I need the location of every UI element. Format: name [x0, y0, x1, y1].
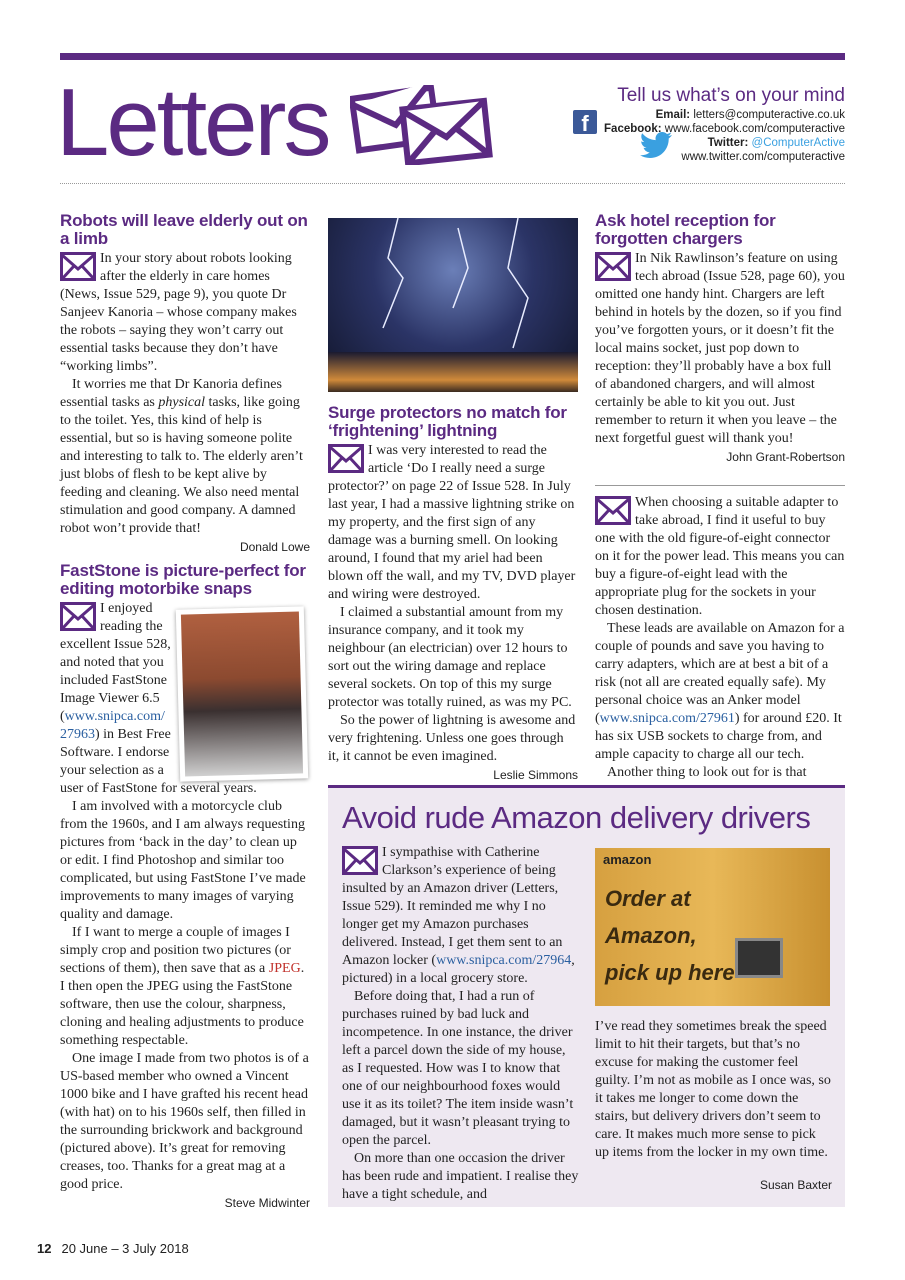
text-run: JPEG	[268, 961, 301, 976]
contact-info	[604, 84, 845, 164]
facebook-link[interactable]: www.facebook.com/computeractive	[664, 123, 845, 135]
contact-tagline: Tell us what’s on your mind	[617, 85, 845, 106]
page-title: Letters	[56, 69, 329, 176]
top-rule	[60, 53, 845, 60]
letter-divider	[595, 485, 845, 486]
text-run: Before doing that, I had a run of purchases ruined by bad luck and incompetence. In one instance, the driver left a parcel down the side of my house, as I requested. How was I to know that one of our neighbourhood foxes would use it as its toilet? The item inside wasn’t damaged, but it wasn’t pleasant trying to open the parcel.	[342, 989, 574, 1148]
text-run: physical	[158, 395, 206, 410]
signature: Susan Baxter	[759, 1178, 832, 1192]
paragraph	[595, 250, 845, 448]
paragraph	[328, 712, 578, 766]
letter-heading: Surge protectors no match for ‘frightening’ lightning	[328, 403, 567, 440]
letter-hotel	[595, 212, 845, 466]
envelope-icon	[595, 496, 631, 525]
paragraph	[342, 1150, 580, 1204]
paragraph	[342, 844, 580, 988]
twitter-label: Twitter:	[707, 137, 749, 149]
signature: Leslie Simmons	[493, 768, 578, 782]
issue-date: 20 June – 3 July 2018	[61, 1241, 189, 1256]
envelope-icon	[328, 444, 364, 473]
text-run: Another thing to look out for is that	[607, 765, 807, 780]
text-run: I sympathise with Catherine Clarkson’s experience of being insulted by an Amazon driver (Letters, Issue 529). It reminded me why I no longer get my Amazon purchases delivered. Instead, I get them sent to an Amazon locker (	[342, 845, 563, 968]
paragraph	[328, 604, 578, 712]
text-run: I’ve read they sometimes break the speed limit to hit their targets, but that’s no excuse for making the customer feel guilty. I’m not as mobile as I once was, so it takes me longer to come down the stairs, but delivery drivers don’t seem to care. It makes much more sense to pick up items from the locker in my own time.	[595, 1019, 831, 1160]
feature-heading: Avoid rude Amazon delivery drivers	[342, 800, 811, 835]
lightning-photo	[328, 218, 578, 392]
text-run: ) for around £20. It has six USB sockets to charge from, and ample capacity to charge all our tech.	[595, 711, 842, 762]
text-run: I was very interested to read the article ‘Do I really need a surge protector?’ on page 22 of Issue 528. In July last year, I had a massive lightning strike on my property, and the first sign of any damage was a burning smell. On looking around, I found that my ariel had been blown off the wall, and my TV, DVD player and wiring were destroyed.	[328, 443, 576, 602]
paragraph	[60, 798, 310, 924]
signature: Steve Midwinter	[224, 1196, 310, 1210]
text-run: . I then open the JPEG using the FastStone software, then use the colour, sharpness, cloning and healing adjustments to produce something respectable.	[60, 961, 305, 1048]
amazon-logo: amazon	[603, 852, 652, 867]
page-footer	[37, 1241, 189, 1256]
paragraph	[342, 988, 580, 1150]
link[interactable]: www.snipca.com/27964	[436, 953, 572, 968]
feature-right-column	[595, 1018, 833, 1162]
signature: John Grant-Robertson	[726, 450, 845, 464]
amazon-locker-photo	[595, 848, 830, 1006]
text-run: These leads are available on Amazon for a couple of pounds and save you having to carry adapters, which are at best a bit of a risk (not all are created equally safe). My personal choice was an Anker model (	[595, 621, 845, 726]
link[interactable]: www.snipca.com/27961	[599, 711, 735, 726]
paragraph	[595, 620, 845, 764]
paragraph	[60, 250, 310, 376]
link[interactable]: www.snipca.com/ 27963	[60, 709, 165, 742]
paragraph	[60, 376, 310, 538]
header-divider	[60, 183, 845, 184]
letter-heading: Robots will leave elderly out on a limb	[60, 211, 308, 248]
text-run: One image I made from two photos is of a US-based member who owned a Vincent 1000 bike and I have grafted his recent head (with hat) on to his 1960s self, then filled in the surrounding brickwork and background (pictured above). It’s great for removing creases, too. Thanks for a great mag at a good price.	[60, 1051, 309, 1192]
text-run: ) in Best Free Software. I endorse your selection as a user of FastStone for several years.	[60, 727, 257, 796]
twitter-link[interactable]: www.twitter.com/computeractive	[681, 151, 845, 163]
paragraph	[595, 1018, 833, 1162]
letter-robots	[60, 212, 310, 556]
text-run: I claimed a substantial amount from my insurance company, and it took my neighbour (an electrician) over 12 hours to sort out the wiring damage and replace several sockets. On top of this my surge protector was totally ruined, as was my PC.	[328, 605, 572, 710]
text-run: On more than one occasion the driver has been rude and impatient. I realise they have a tight schedule, and	[342, 1151, 579, 1202]
signature: Donald Lowe	[239, 540, 310, 554]
envelopes-icon	[350, 85, 495, 165]
text-run: It worries me that Dr Kanoria defines essential tasks as	[60, 377, 282, 410]
letter-faststone	[60, 562, 310, 1212]
twitter-handle[interactable]: @ComputerActive	[751, 137, 845, 149]
text-run: In your story about robots looking after the elderly in care homes (News, Issue 529, page 9), you quote Dr Sanjeev Kanoria – whose company makes the robots – saying they won’t carry out essential tasks because they don’t have “working limbs”.	[60, 251, 297, 374]
email-link[interactable]: letters@computeractive.co.uk	[693, 109, 845, 121]
paragraph	[60, 924, 310, 1050]
letter-heading: FastStone is picture-perfect for editing motorbike snaps	[60, 561, 306, 598]
text-run: When choosing a suitable adapter to take abroad, I find it useful to buy one with the old figure-of-eight connector on it for the power lead. This means you can buy a figure-of-eight lead with the appropriate plug for the sockets in your chosen destination.	[595, 495, 845, 618]
text-run: , pictured) in a local grocery store.	[342, 953, 575, 986]
facebook-icon[interactable]: f	[573, 110, 597, 134]
text-run: In Nik Rawlinson’s feature on using tech abroad (Issue 528, page 60), you omitted one handy hint. Chargers are left behind in hotels by the dozen, so if you find you’ve forgotten yours, or it doesn’t fit the local mains socket, just pop down to reception: they’ll probably have a box full of abandoned chargers, and will almost certainly be able to kit you out. Just remember to return it when you leave – the next forgetful guest will thank you!	[595, 251, 845, 446]
envelope-icon	[60, 602, 96, 631]
facebook-label: Facebook:	[604, 123, 662, 135]
letter-adapter	[595, 494, 845, 782]
letter-heading: Ask hotel reception for forgotten chargers	[595, 211, 776, 248]
email-label: Email:	[655, 109, 691, 121]
text-run: I enjoyed reading the excellent Issue 528, and noted that you included FastStone Image Viewer 6.5 (	[60, 601, 171, 724]
text-run: tasks, like going to the toilet. Yes, this kind of help is essential, but so is having someone polite and interesting to talk to. The elderly aren’t just blobs of flesh to be kept alive by feeding and cleaning. We also need mental stimulation and good company. A damned robot won’t provide that!	[60, 395, 303, 536]
paragraph	[328, 442, 578, 604]
paragraph	[595, 764, 845, 782]
page-number: 12	[37, 1241, 52, 1256]
paragraph	[60, 1050, 310, 1194]
text-run: So the power of lightning is awesome and very frightening. Unless one goes through it, it cannot be even imagined.	[328, 713, 576, 764]
letter-surge	[328, 404, 578, 784]
locker-screen	[735, 938, 783, 978]
envelope-icon	[342, 846, 378, 875]
locker-slogan: Order at Amazon, pick up here	[605, 886, 735, 985]
text-run: If I want to merge a couple of images I simply crop and position two pictures (or sections of them), then save that as a	[60, 925, 291, 976]
envelope-icon	[60, 252, 96, 281]
feature-left-column	[342, 844, 580, 1204]
envelope-icon	[595, 252, 631, 281]
text-run: I am involved with a motorcycle club from the 1960s, and I am always requesting pictures from ‘back in the day’ to clean up or edit. I find Photoshop and similar too complicated, but using FastStone I’ve made improvements to many images of varying quality and damage.	[60, 799, 306, 922]
paragraph	[595, 494, 845, 620]
